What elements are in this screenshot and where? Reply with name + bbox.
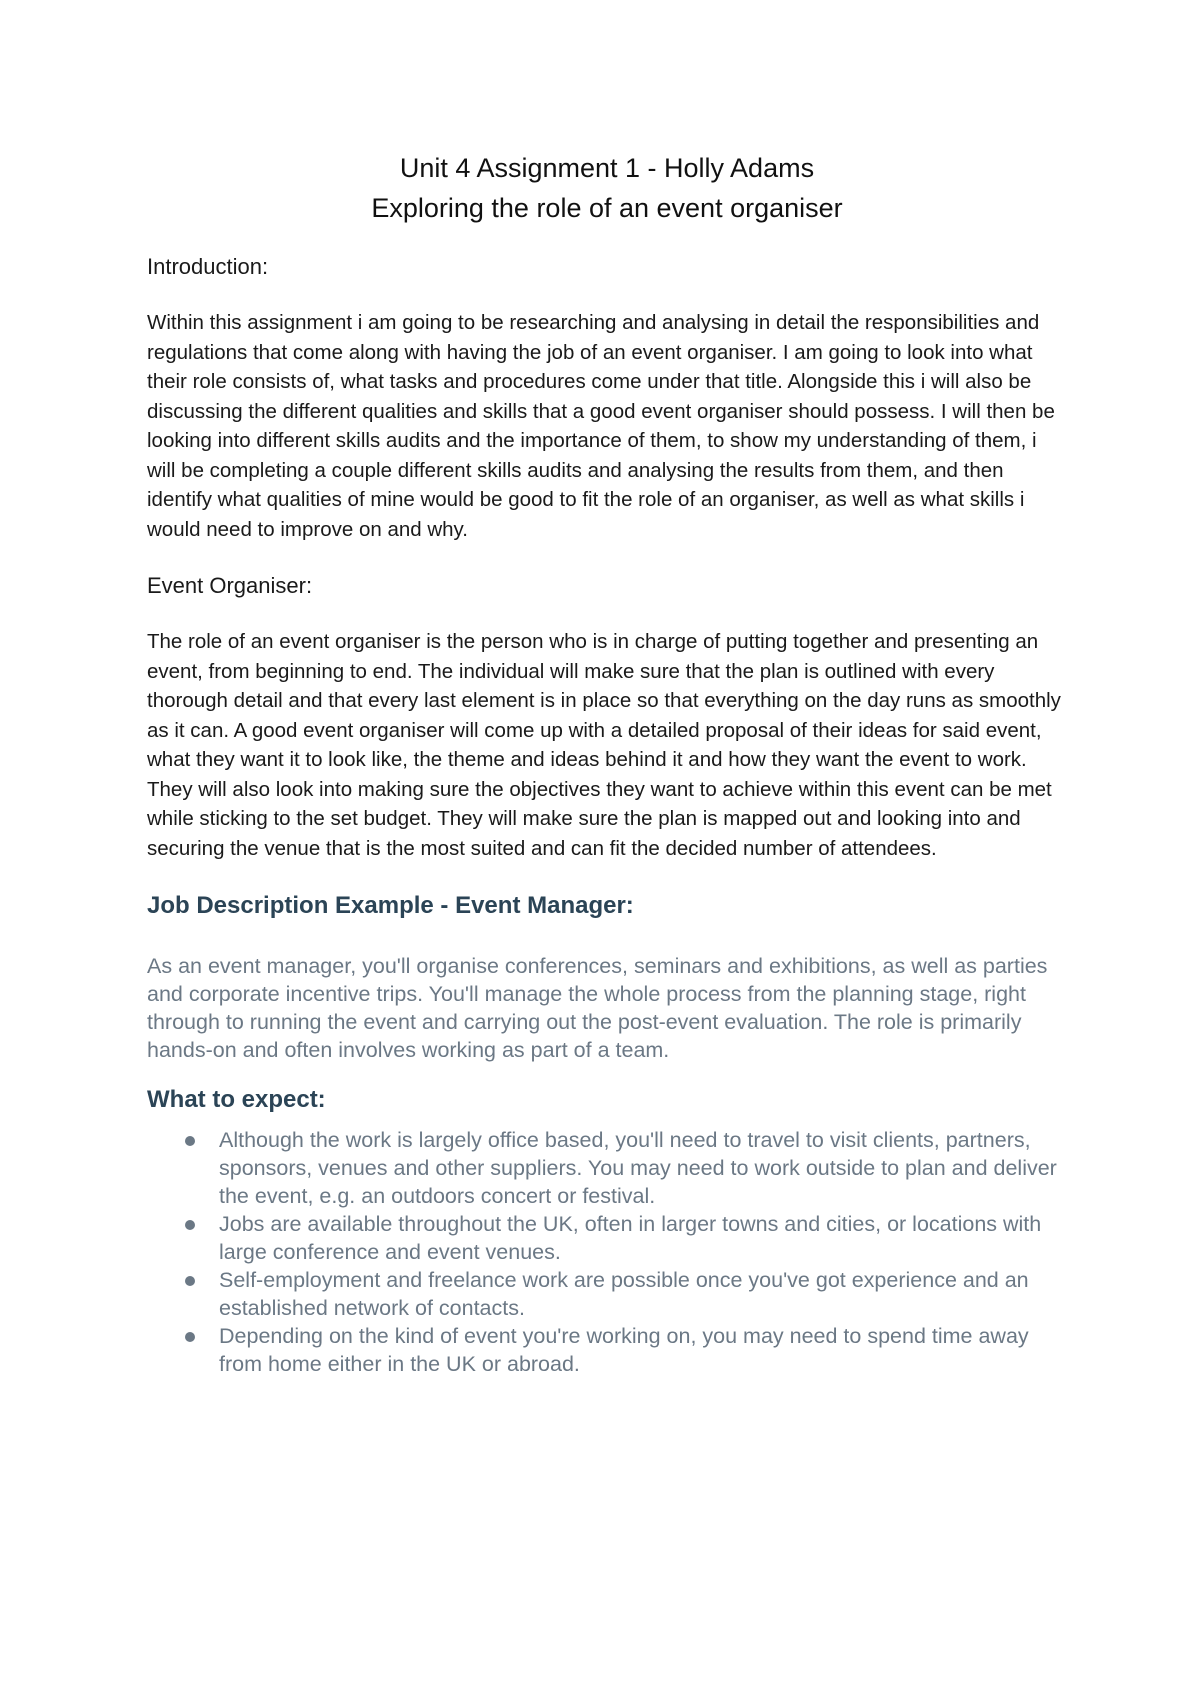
introduction-paragraph: Within this assignment i am going to be researching and analysing in detail the responsibilities and regulations that come along with having the job of an event organiser. I am going to look into what their role consists of, what tasks and procedures come under that title. Alongside this i will also be discussing the different qualities and skills that a good event organiser should possess. I will then be looking into different skills audits and the importance of them, to show my understanding of them, i will be completing a couple different skills audits and analysing the results from them, and then identify what qualities of mine would be good to fit the role of an organiser, as well as what skills i would need to improve on and why. [147,311,1055,541]
what-to-expect-heading: What to expect: [147,1086,326,1113]
list-item [147,1126,1067,1210]
introduction-label: Introduction: [147,254,269,279]
list-item [147,1322,1067,1378]
title-line-1: Unit 4 Assignment 1 - Holly Adams [399,153,815,183]
bullet-icon [185,1220,195,1230]
what-to-expect-list [147,1126,1067,1378]
list-item-text: Depending on the kind of event you're working on, you may need to spend time away from home either in the UK or abroad. [219,1324,1029,1376]
list-item [147,1266,1067,1322]
document-title [147,148,1067,228]
job-description-paragraph: As an event manager, you'll organise conferences, seminars and exhibitions, as well as parties and corporate incentive trips. You'll manage the whole process from the planning stage, right through to running the event and carrying out the post-event evaluation. The role is primarily hands-on and often involves working as part of a team. [147,954,1048,1062]
list-item-text: Although the work is largely office based, you'll need to travel to visit clients, partners, sponsors, venues and other suppliers. You may need to work outside to plan and deliver the event, e.g. an outdoors concert or festival. [219,1128,1057,1208]
title-line-2: Exploring the role of an event organiser [371,193,843,223]
bullet-icon [185,1136,195,1146]
event-organiser-paragraph: The role of an event organiser is the person who is in charge of putting together and presenting an event, from beginning to end. The individual will make sure that the plan is outlined with every thorough detail and that every last element is in place so that everything on the day runs as smoothly as it can. A good event organiser will come up with a detailed proposal of their ideas for said event, what they want it to look like, the theme and ideas behind it and how they want the event to work. They will also look into making sure the objectives they want to achieve within this event can be met while sticking to the set budget. They will make sure the plan is mapped out and looking into and securing the venue that is the most suited and can fit the decided number of attendees. [147,630,1061,860]
list-item [147,1210,1067,1266]
document-content [147,148,1067,1378]
event-organiser-label: Event Organiser: [147,573,313,598]
bullet-icon [185,1332,195,1342]
job-description-heading: Job Description Example - Event Manager: [147,892,634,919]
bullet-icon [185,1276,195,1286]
list-item-text: Jobs are available throughout the UK, often in larger towns and cities, or locations with large conference and event venues. [219,1212,1042,1264]
list-item-text: Self-employment and freelance work are possible once you've got experience and an established network of contacts. [219,1268,1029,1320]
